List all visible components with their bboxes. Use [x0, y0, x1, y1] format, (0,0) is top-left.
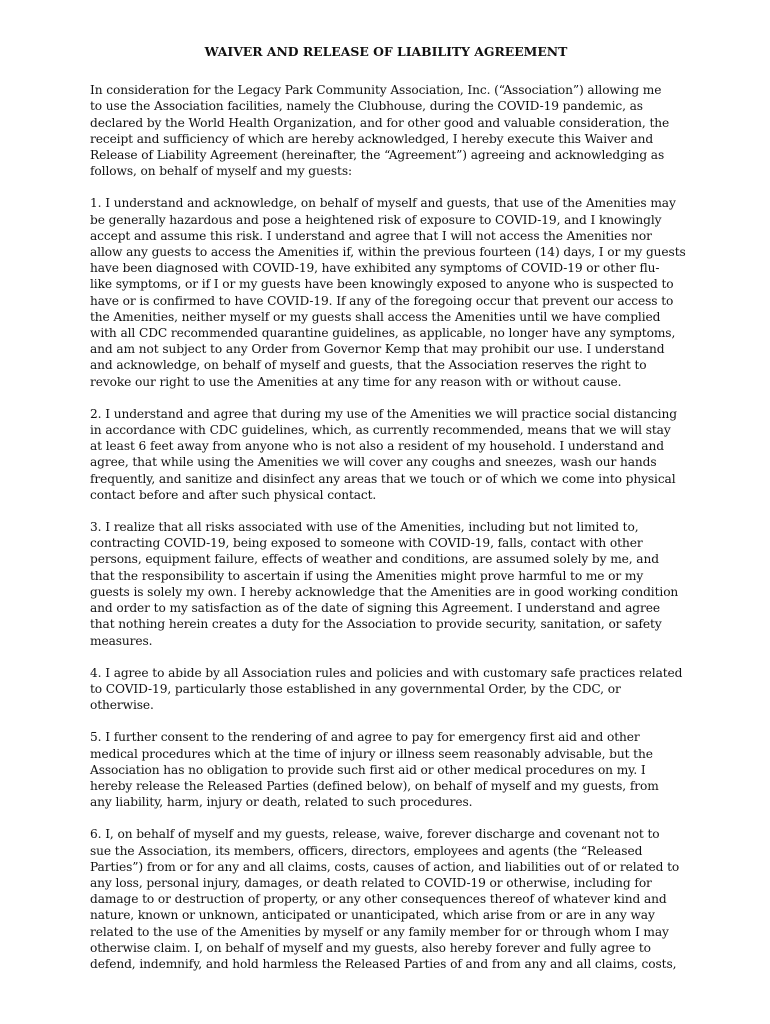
text-line: otherwise. [90, 698, 154, 713]
text-line: 6. I, on behalf of myself and my guests, release, waive, forever discharge and covenant not to [90, 827, 660, 842]
text-line: 5. I further consent to the rendering of and agree to pay for emergency first aid and other [90, 730, 640, 745]
clause-3-paragraph [90, 519, 682, 649]
text-line: declared by the World Health Organization, and for other good and valuable consideration, the [90, 115, 670, 130]
clause-5-paragraph [90, 729, 682, 810]
text-line: the Amenities, neither myself or my guests shall access the Amenities until we have complied [90, 309, 661, 324]
text-line: related to the use of the Amenities by myself or any family member for or through whom I may [90, 924, 669, 939]
document-title: WAIVER AND RELEASE OF LIABILITY AGREEMENT [204, 44, 568, 59]
text-line: persons, equipment failure, effects of weather and conditions, are assumed solely by me, and [90, 552, 659, 567]
clause-2-paragraph [90, 406, 682, 503]
clause-1-paragraph [90, 195, 686, 389]
text-line: have or is confirmed to have COVID-19. If any of the foregoing occur that prevent our access to [90, 293, 674, 308]
text-line: 4. I agree to abide by all Association rules and policies and with customary safe practices related [90, 665, 683, 680]
text-line: with all CDC recommended quarantine guidelines, as applicable, no longer have any symptoms, [90, 326, 676, 341]
text-line: revoke our right to use the Amenities at any time for any reason with or without cause. [90, 374, 622, 389]
text-line: hereby release the Released Parties (defined below), on behalf of myself and my guests, from [90, 778, 659, 793]
text-line: in accordance with CDC guidelines, which, as currently recommended, means that we will stay [90, 423, 671, 438]
text-line: 3. I realize that all risks associated with use of the Amenities, including but not limited to, [90, 520, 639, 535]
text-line: Association has no obligation to provide such first aid or other medical procedures on my. I [90, 762, 646, 777]
text-line: that the responsibility to ascertain if using the Amenities might prove harmful to me or my [90, 568, 644, 583]
text-line: measures. [90, 633, 153, 648]
text-line: like symptoms, or if I or my guests have been knowingly exposed to anyone who is suspected to [90, 277, 674, 292]
text-line: accept and assume this risk. I understand and agree that I will not access the Amenities nor [90, 228, 652, 243]
text-line: any loss, personal injury, damages, or death related to COVID-19 or otherwise, including for [90, 875, 652, 890]
text-line: Release of Liability Agreement (hereinafter, the “Agreement”) agreeing and acknowledging as [90, 148, 665, 163]
text-line: guests is solely my own. I hereby acknowledge that the Amenities are in good working condition [90, 584, 679, 599]
text-line: frequently, and sanitize and disinfect any areas that we touch or of which we come into physical [90, 471, 676, 486]
intro-paragraph [90, 82, 682, 179]
clause-6-paragraph [90, 826, 682, 972]
text-line: receipt and sufficiency of which are hereby acknowledged, I hereby execute this Waiver and [90, 131, 654, 146]
text-line: and order to my satisfaction as of the date of signing this Agreement. I understand and agree [90, 601, 660, 616]
text-line: contact before and after such physical contact. [90, 487, 377, 502]
text-line: any liability, harm, injury or death, related to such procedures. [90, 795, 473, 810]
text-line: and am not subject to any Order from Governor Kemp that may prohibit our use. I understand [90, 342, 665, 357]
text-line: contracting COVID-19, being exposed to someone with COVID-19, falls, contact with other [90, 536, 643, 551]
text-line: be generally hazardous and pose a heightened risk of exposure to COVID-19, and I knowingly [90, 212, 662, 227]
clause-4-paragraph [90, 665, 682, 714]
text-line: that nothing herein creates a duty for the Association to provide security, sanitation, or safety [90, 617, 662, 632]
text-line: and acknowledge, on behalf of myself and guests, that the Association reserves the right to [90, 358, 647, 373]
text-line: allow any guests to access the Amenities if, within the previous fourteen (14) days, I or my guests [90, 245, 686, 260]
document-page [90, 44, 686, 988]
text-line: medical procedures which at the time of injury or illness seem reasonably advisable, but the [90, 746, 653, 761]
text-line: In consideration for the Legacy Park Community Association, Inc. (“Association”) allowing me [90, 83, 662, 98]
text-line: 2. I understand and agree that during my use of the Amenities we will practice social distancing [90, 406, 677, 421]
text-line: Parties”) from or for any and all claims, costs, causes of action, and liabilities out of or related to [90, 859, 680, 874]
text-line: sue the Association, its members, officers, directors, employees and agents (the “Released [90, 843, 643, 858]
text-line: 1. I understand and acknowledge, on behalf of myself and guests, that use of the Amenities may [90, 196, 676, 211]
text-line: have been diagnosed with COVID-19, have exhibited any symptoms of COVID-19 or other flu- [90, 261, 660, 276]
text-line: defend, indemnify, and hold harmless the Released Parties of and from any and all claims, costs, [90, 956, 677, 971]
text-line: otherwise claim. I, on behalf of myself and my guests, also hereby forever and fully agree to [90, 940, 651, 955]
text-line: to COVID-19, particularly those established in any governmental Order, by the CDC, or [90, 681, 621, 696]
text-line: nature, known or unknown, anticipated or unanticipated, which arise from or are in any way [90, 908, 655, 923]
text-line: at least 6 feet away from anyone who is not also a resident of my household. I understand and [90, 439, 664, 454]
text-line: to use the Association facilities, namely the Clubhouse, during the COVID-19 pandemic, as [90, 99, 643, 114]
text-line: follows, on behalf of myself and my guests: [90, 164, 352, 179]
text-line: damage to or destruction of property, or any other consequences thereof of whatever kind and [90, 892, 667, 907]
text-line: agree, that while using the Amenities we will cover any coughs and sneezes, wash our hands [90, 455, 657, 470]
